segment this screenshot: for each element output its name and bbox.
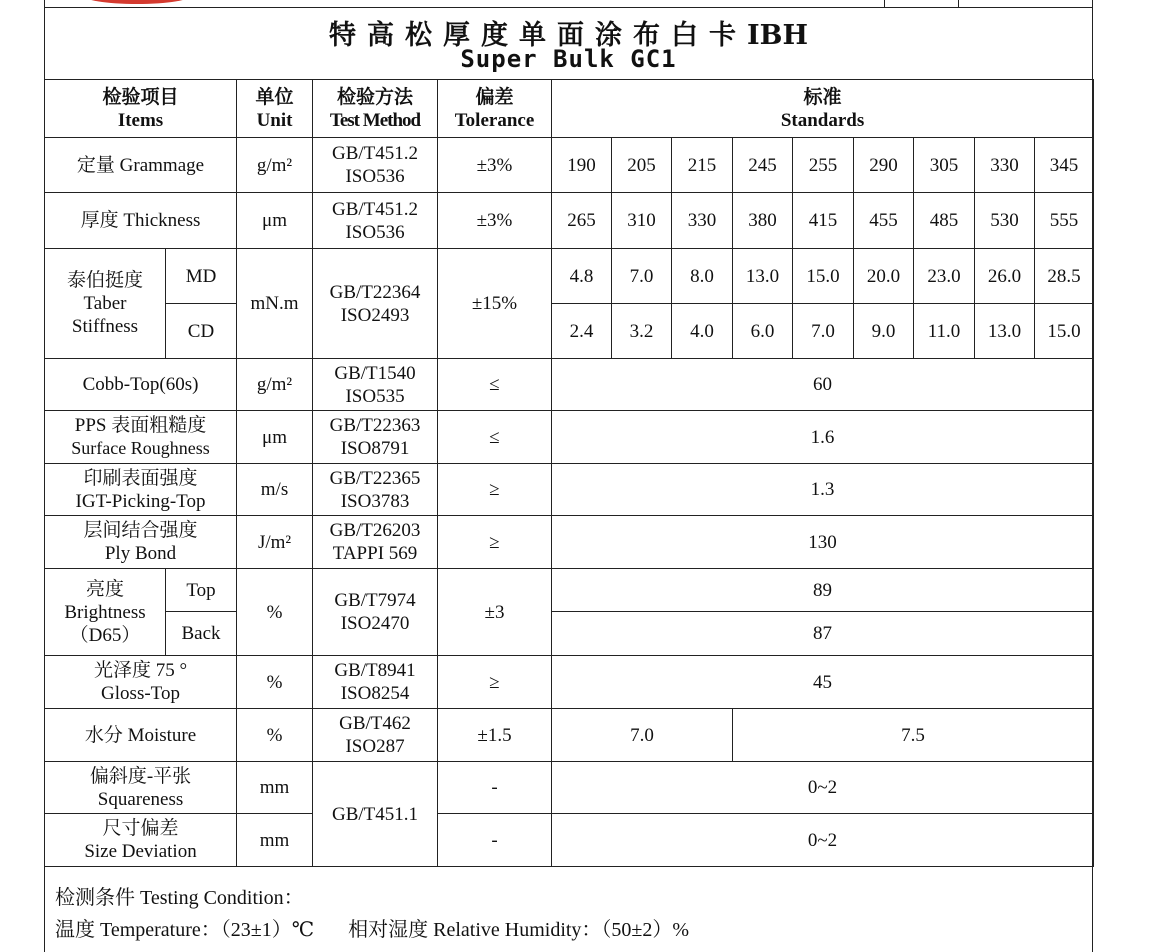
header-method [313,80,438,138]
tolerance-cell: ±3% [438,138,552,193]
value-cell: 455 [854,193,914,249]
row-igt [45,464,1094,516]
item-line: 印刷表面强度 [83,467,198,489]
item-label [45,464,237,516]
item-line: 偏斜度-平张 [89,765,192,787]
tolerance-cell: ≥ [438,516,552,569]
value-cell: 7.0 [793,304,854,359]
top-strip-divider [958,0,959,7]
unit-cell: g/m² [237,138,313,193]
direction-label: CD [166,304,237,359]
unit-cell: mN.m [237,249,313,359]
header-items-en: Items [117,109,164,131]
tolerance-cell: ≥ [438,656,552,709]
value-cell: 255 [793,138,854,193]
unit-cell: μm [237,411,313,464]
value-cell: 13.0 [975,304,1035,359]
tolerance-cell: ≤ [438,411,552,464]
value-cell: 7.0 [612,249,672,304]
method-cell [313,411,438,464]
method-line: ISO287 [345,736,405,757]
value-cell: 6.0 [733,304,793,359]
row-stiffness-cd [45,304,1094,359]
item-line: 光泽度 75 ° [93,660,188,681]
method-line: GB/T22363 [329,415,421,436]
top-strip-divider [884,0,885,7]
header-unit-en: Unit [256,109,293,131]
method-line: GB/T22365 [329,467,421,489]
method-cell [313,359,438,411]
row-size-deviation [45,814,1094,867]
method-line: ISO3783 [340,490,410,512]
tolerance-cell: ±1.5 [438,709,552,762]
value-cell: 20.0 [854,249,914,304]
value-cell: 485 [914,193,975,249]
item-label [45,411,237,464]
spec-table [44,79,1094,867]
item-line: Squareness [97,788,184,810]
tolerance-cell: ±15% [438,249,552,359]
standard-value: 60 [552,359,1094,411]
header-tolerance [438,80,552,138]
tolerance-cell: ≤ [438,359,552,411]
unit-cell: % [237,709,313,762]
method-line: GB/T451.2 [332,198,419,220]
item-label [45,569,166,656]
value-cell: 215 [672,138,733,193]
method-cell [313,249,438,359]
header-standards [552,80,1094,138]
tolerance-cell: ±3 [438,569,552,656]
method-line: GB/T462 [339,713,411,734]
method-cell [313,138,438,193]
header-row [45,80,1094,138]
value-cell: 11.0 [914,304,975,359]
standard-value: 1.3 [552,464,1094,516]
tolerance-cell: - [438,814,552,867]
tolerance-cell: - [438,762,552,814]
method-line: GB/T451.2 [332,143,419,164]
method-line: ISO8254 [340,683,410,704]
method-line: TAPPI 569 [332,543,418,564]
item-line: 尺寸偏差 [102,818,179,839]
method-line: ISO2493 [340,304,410,326]
unit-cell: J/m² [237,516,313,569]
value-cell: 23.0 [914,249,975,304]
temperature: 温度 Temperature：（23±1）℃ [55,919,315,941]
item-line: PPS 表面粗糙度 [74,415,207,436]
standard-value: 89 [552,569,1094,612]
value-cell: 4.0 [672,304,733,359]
condition-values [55,913,689,942]
row-grammage [45,138,1094,193]
header-method-en: Test Method [329,109,421,131]
method-line: GB/T7974 [334,590,416,611]
value-cell: 15.0 [793,249,854,304]
value-cell: 530 [975,193,1035,249]
method-cell [313,516,438,569]
unit-cell: mm [237,814,313,867]
standard-value-b: 7.5 [733,709,1094,762]
row-gloss [45,656,1094,709]
tolerance-cell: ≥ [438,464,552,516]
value-cell: 380 [733,193,793,249]
value-cell: 290 [854,138,914,193]
item-line: IGT-Picking-Top [75,490,206,512]
value-cell: 345 [1035,138,1094,193]
standard-value: 130 [552,516,1094,569]
item-line: （D65） [69,624,141,646]
unit-cell: % [237,656,313,709]
value-cell: 26.0 [975,249,1035,304]
header-items-cn: 检验项目 [102,86,179,108]
header-unit [237,80,313,138]
item-line: 层间结合强度 [83,520,198,541]
item-label: 水分 Moisture [45,709,237,762]
title-cn: 特高松厚度单面涂布白卡 [329,20,748,51]
value-cell: 310 [612,193,672,249]
value-cell: 415 [793,193,854,249]
row-pps [45,411,1094,464]
title-code: IBH [747,20,808,51]
standard-value: 87 [552,612,1094,656]
method-cell [313,709,438,762]
header-method-cn: 检验方法 [337,86,414,108]
item-label: Cobb-Top(60s) [45,359,237,411]
value-cell: 555 [1035,193,1094,249]
method-line: ISO2470 [340,613,410,634]
method-line: ISO8791 [340,438,410,459]
method-cell [313,464,438,516]
value-cell: 265 [552,193,612,249]
value-cell: 3.2 [612,304,672,359]
value-cell: 4.8 [552,249,612,304]
method-line: ISO535 [345,385,405,407]
header-standards-en: Standards [780,109,865,131]
title-block [44,7,1093,80]
item-line: Taber [83,293,127,314]
condition-heading: 检测条件 Testing Condition： [55,887,304,909]
side-label: Back [166,612,237,656]
row-brightness-back [45,612,1094,656]
side-label: Top [166,569,237,612]
value-cell: 205 [612,138,672,193]
item-label [45,814,237,867]
item-label [45,762,237,814]
unit-cell: % [237,569,313,656]
unit-cell: μm [237,193,313,249]
method-line: GB/T8941 [334,660,416,681]
item-line: 亮度 [85,578,124,600]
standard-value-a: 7.0 [552,709,733,762]
unit-cell: mm [237,762,313,814]
method-cell [313,656,438,709]
item-line: Brightness [64,601,146,623]
row-stiffness-md [45,249,1094,304]
item-line: Ply Bond [104,543,177,564]
method-cell: GB/T451.1 [313,762,438,867]
method-line: ISO536 [345,166,405,187]
value-cell: 13.0 [733,249,793,304]
spec-sheet [44,0,1093,952]
header-unit-cn: 单位 [255,86,294,108]
row-brightness-top [45,569,1094,612]
method-line: GB/T1540 [334,362,416,384]
method-cell [313,193,438,249]
standard-value: 1.6 [552,411,1094,464]
method-line: ISO536 [345,221,405,243]
unit-cell: g/m² [237,359,313,411]
value-cell: 305 [914,138,975,193]
value-cell: 330 [672,193,733,249]
standard-value: 45 [552,656,1094,709]
method-line: GB/T26203 [329,520,421,541]
method-line: GB/T22364 [329,281,421,303]
item-line: Surface Roughness [71,438,210,458]
header-standards-cn: 标准 [803,86,842,108]
row-moisture [45,709,1094,762]
value-cell: 190 [552,138,612,193]
item-line: Size Deviation [84,841,197,862]
header-items [45,80,237,138]
item-label: 定量 Grammage [45,138,237,193]
unit-cell: m/s [237,464,313,516]
value-cell: 8.0 [672,249,733,304]
item-line: Stiffness [71,316,139,337]
row-ply-bond [45,516,1094,569]
standard-value: 0~2 [552,762,1094,814]
value-cell: 9.0 [854,304,914,359]
value-cell: 28.5 [1035,249,1094,304]
method-cell [313,569,438,656]
item-label [45,516,237,569]
value-cell: 245 [733,138,793,193]
item-label [45,249,166,359]
value-cell: 15.0 [1035,304,1094,359]
value-cell: 2.4 [552,304,612,359]
value-cell: 330 [975,138,1035,193]
header-tolerance-cn: 偏差 [475,86,514,108]
item-label [45,656,237,709]
standard-value: 0~2 [552,814,1094,867]
title-en: Super Bulk GC1 [460,45,677,73]
item-line: Gloss-Top [101,683,180,704]
row-thickness [45,193,1094,249]
row-squareness [45,762,1094,814]
direction-label: MD [166,249,237,304]
item-line: 泰伯挺度 [66,270,143,291]
row-cobb [45,359,1094,411]
item-label: 厚度 Thickness [45,193,237,249]
tolerance-cell: ±3% [438,193,552,249]
humidity: 相对湿度 Relative Humidity：（50±2）% [348,919,690,941]
header-tolerance-en: Tolerance [454,109,535,131]
